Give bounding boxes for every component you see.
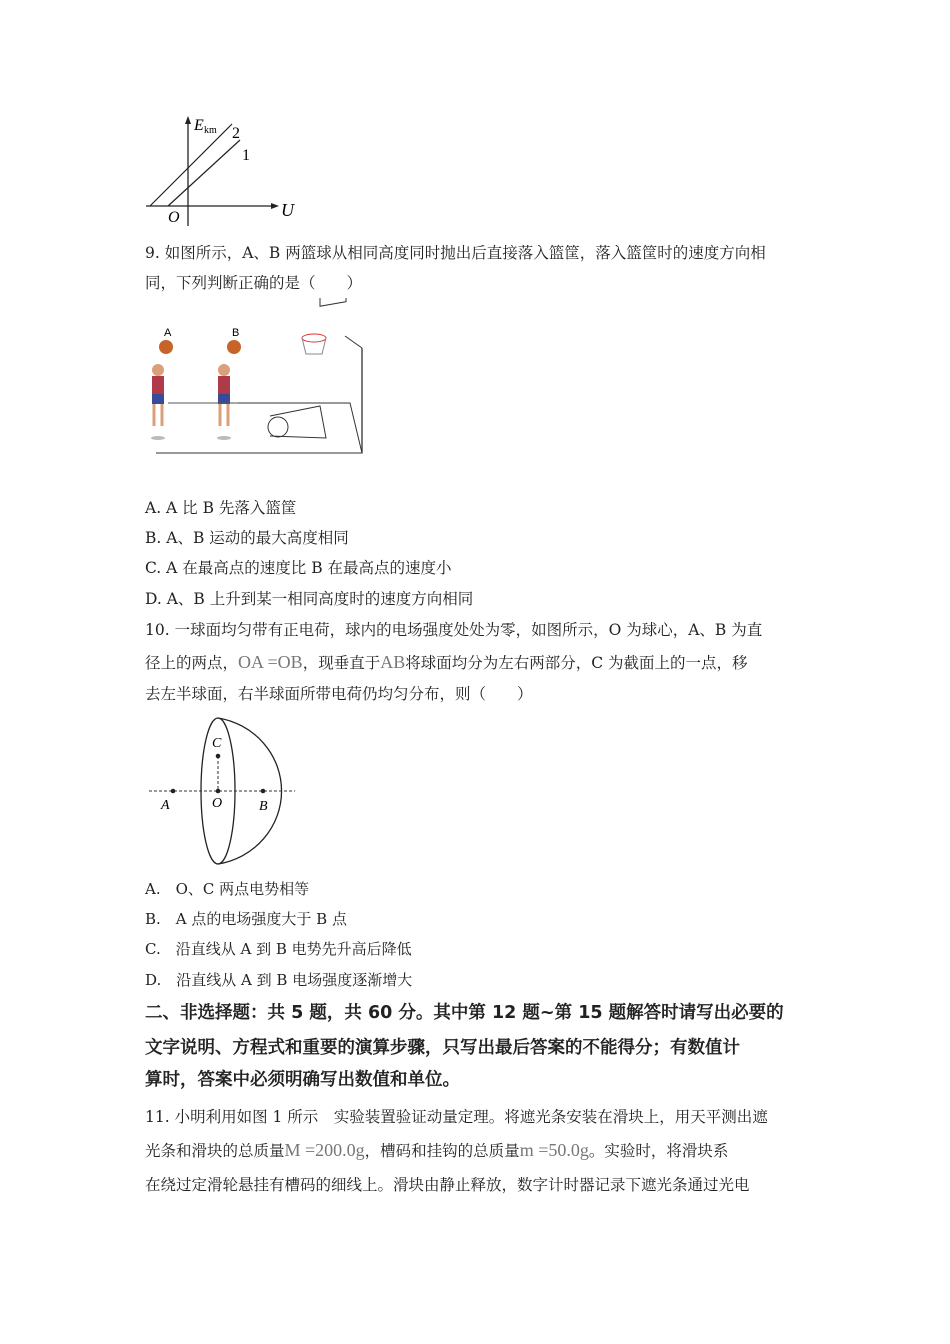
hemisphere-figure <box>145 712 300 867</box>
q10-stem-line2: 径上的两点，OA =OB，现垂直于AB将球面均分为左右两部分，C 为截面上的一点，移 <box>145 652 748 672</box>
q11-stem-line3: 在绕过定滑轮悬挂有槽码的细线上。滑块由静止释放，数字计时器记录下遮光条通过光电 <box>145 1176 750 1194</box>
line-1 <box>168 140 240 206</box>
svg-text:km: km <box>204 125 217 136</box>
q9-stem-line1: 9. 如图所示，A、B 两篮球从相同高度同时抛出后直接落入篮筐，落入篮筐时的速度方向相 <box>145 244 766 262</box>
svg-text:A: A <box>164 327 172 339</box>
section2-heading-line2: 文字说明、方程式和重要的演算步骤，只写出最后答案的不能得分；有数值计 <box>145 1038 740 1058</box>
q10-option-d: D. 沿直线从 A 到 B 电场强度逐渐增大 <box>145 971 413 989</box>
ekm-u-graph <box>140 110 310 230</box>
q10-option-a: A. O、C 两点电势相等 <box>145 880 310 898</box>
svg-text:O: O <box>212 796 223 811</box>
q9-option-d: D. A、B 上升到某一相同高度时的速度方向相同 <box>145 590 474 608</box>
basketball-figure <box>140 298 370 460</box>
q11-stem-line2: 光条和滑块的总质量M =200.0g，槽码和挂钩的总质量m =50.0g。实验时，将滑块系 <box>145 1140 729 1160</box>
q9-stem-line2: 同，下列判断正确的是（ ） <box>145 274 363 292</box>
svg-text:U: U <box>281 200 294 220</box>
q10-stem-line3: 去左半球面，右半球面所带电荷仍均匀分布，则（ ） <box>145 685 533 703</box>
y-axis-label: E <box>194 117 204 134</box>
svg-text:B: B <box>232 327 240 339</box>
svg-text:2: 2 <box>232 125 240 142</box>
svg-text:O: O <box>168 209 180 226</box>
q10-option-c: C. 沿直线从 A 到 B 电势先升高后降低 <box>145 940 412 958</box>
section2-heading-line1: 二、非选择题：共 5 题，共 60 分。其中第 12 题~第 15 题解答时请写出必要的 <box>145 1003 784 1023</box>
q9-option-b: B. A、B 运动的最大高度相同 <box>145 529 349 547</box>
q9-option-a: A. A 比 B 先落入篮筐 <box>145 499 297 517</box>
player-a-icon <box>151 340 173 440</box>
q10-option-b: B. A 点的电场强度大于 B 点 <box>145 910 347 928</box>
player-b-icon <box>217 340 241 440</box>
line-2 <box>150 124 232 206</box>
svg-text:1: 1 <box>242 147 250 164</box>
svg-text:C: C <box>212 736 222 751</box>
svg-text:A: A <box>161 798 170 813</box>
svg-text:B: B <box>259 799 268 814</box>
section2-heading-line3: 算时，答案中必须明确写出数值和单位。 <box>145 1070 460 1090</box>
q9-option-c: C. A 在最高点的速度比 B 在最高点的速度小 <box>145 559 452 577</box>
q11-stem-line1: 11. 小明利用如图 1 所示 实验装置验证动量定理。将遮光条安装在滑块上，用天平测出遮 <box>145 1108 768 1126</box>
q10-stem-line1: 10. 一球面均匀带有正电荷，球内的电场强度处处为零，如图所示，O 为球心，A、B 为直 <box>145 621 763 639</box>
